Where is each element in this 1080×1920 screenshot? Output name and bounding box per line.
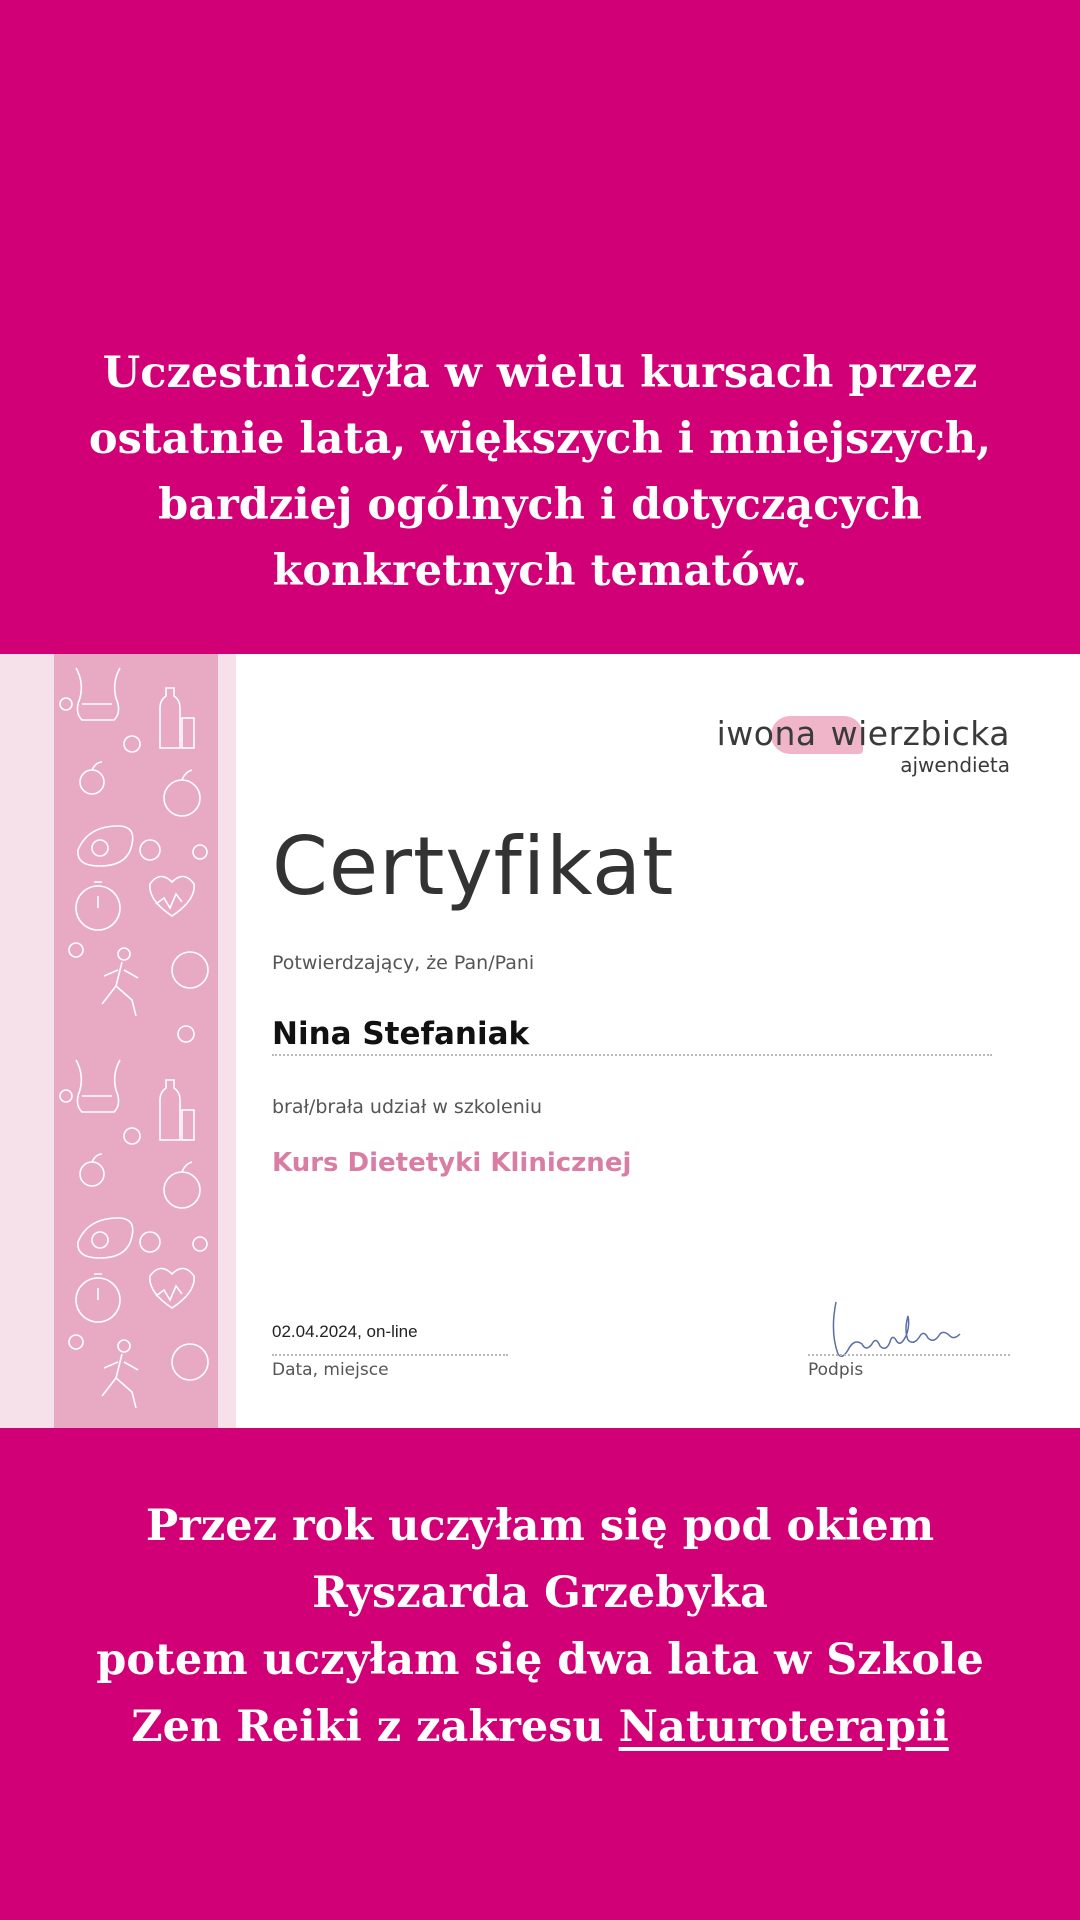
confirm-label: Potwierdzający, że Pan/Pani [272,952,535,974]
logo-last-name: wierzbicka [830,714,1010,753]
decor-strip [54,654,218,1428]
naturoterapia-link[interactable]: Naturoterapii [618,1702,949,1752]
health-icons-pattern [54,654,218,1428]
date-place-value: 02.04.2024, on-line [272,1322,418,1341]
education-text [0,1493,1080,1761]
waist-icon [76,668,120,720]
intro-line-4: konkretnych tematów. [272,546,808,596]
course-name: Kurs Dietetyki Klinicznej [272,1148,632,1178]
education-line-4-prefix: Zen Reiki z zakresu [131,1702,619,1752]
participant-name: Nina Stefaniak [272,1016,530,1052]
logo-tagline: ajwendieta [900,753,1010,777]
apple-icon [60,698,208,1042]
logo-first-name: iwona [716,714,817,753]
signature-label: Podpis [808,1360,864,1380]
intro-line-2: ostatnie lata, większych i mniejszych, [88,414,992,464]
education-line-3: potem uczyłam się dwa lata w Szkole [96,1635,984,1685]
bottle-icon [160,688,194,748]
certificate-image [0,654,1080,1428]
intro-text [0,340,1080,604]
stopwatch-icon [76,882,120,930]
certificate-title: Certyfikat [272,820,675,913]
brand-logo [717,714,1010,777]
education-line-4 [0,1694,1080,1761]
heart-icon [150,876,194,916]
runner-icon [102,948,138,1016]
education-line-2: Ryszarda Grzebyka [312,1568,768,1618]
date-place-label: Data, miejsce [272,1360,389,1380]
name-divider [272,1054,992,1056]
participation-label: brał/brała udział w szkoleniu [272,1096,543,1118]
avocado-icon [78,826,133,866]
date-divider [272,1354,508,1356]
intro-line-1: Uczestniczyła w wielu kursach przez [102,348,978,398]
handwritten-signature [828,1292,978,1362]
signature-divider [808,1354,1010,1356]
education-line-1: Przez rok uczyłam się pod okiem [145,1501,935,1551]
intro-line-3: bardziej ogólnych i dotyczących [158,480,922,530]
